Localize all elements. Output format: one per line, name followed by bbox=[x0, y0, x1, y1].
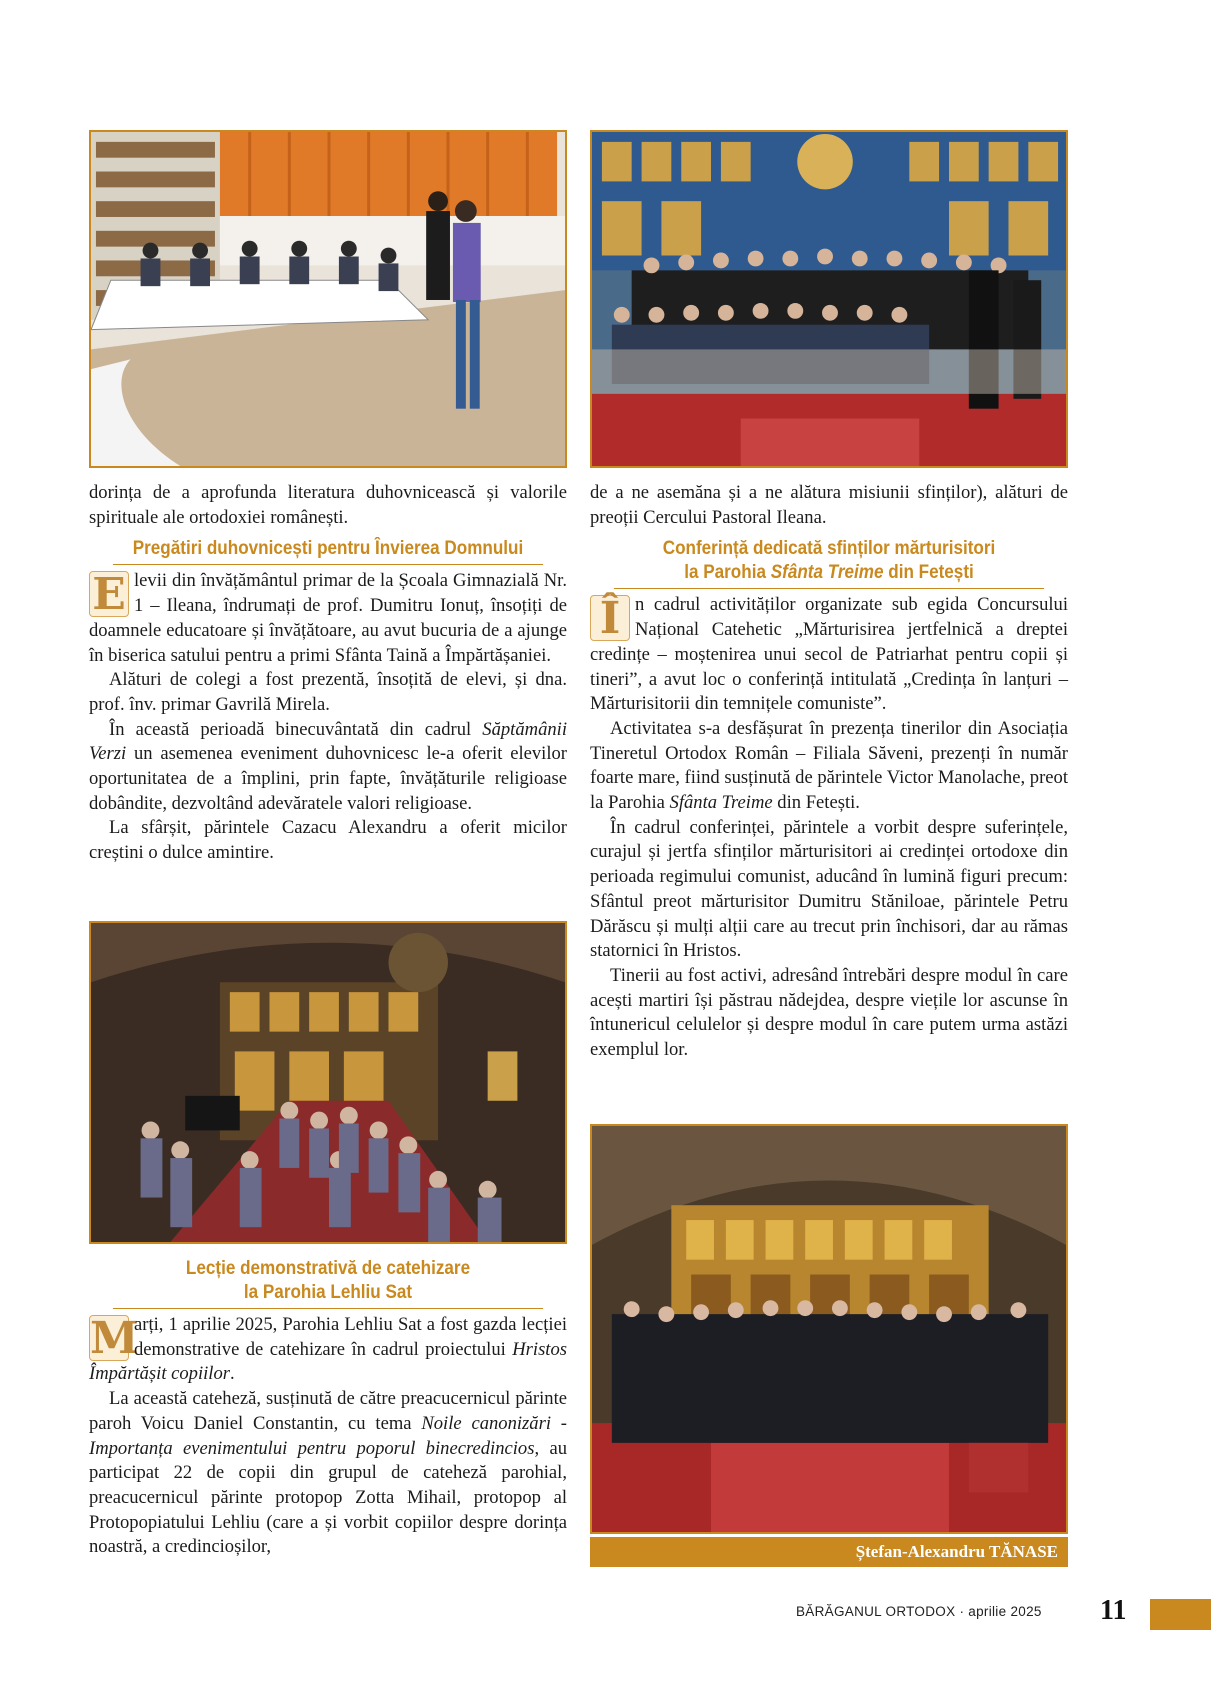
photo-credit: Ștefan-Alexandru TĂNASE bbox=[590, 1537, 1068, 1567]
article-paragraph: M arți, 1 aprilie 2025, Parohia Lehliu Sat a fost gazda lecției demonstrative de catehizare în cadrul proiectului Hristos Împărtășit copiilor. bbox=[89, 1313, 567, 1385]
article-heading-pregatiri: Pregătiri duhovnicești pentru Învierea Domnului bbox=[113, 537, 543, 565]
right-column-top bbox=[590, 481, 1068, 1063]
article-paragraph: Activitatea s-a desfășurat în prezența tinerilor din Asociația Tineretul Ortodox Român – Filiala Săveni, prezenți în număr foarte mare, fiind susținută de părintele Victor Manolache, preot la Parohia Sfânta Treime din Fetești. bbox=[590, 717, 1068, 814]
drop-cap: Î bbox=[590, 595, 630, 641]
photo-church-group bbox=[590, 130, 1068, 468]
photo-classroom bbox=[89, 130, 567, 468]
article-paragraph: Î n cadrul activităților organizate sub egida Concursului Național Catehetic „Mărturisirea jertfelnică a dreptei credințe – moștenirea unui secol de Patriarhat pentru copii și tineri”, a avut loc o conferință intitulată „Credința în lanțuri – Mărturisitorii din temnițele comuniste”. bbox=[590, 593, 1068, 715]
right-intro-text: de a ne asemăna și a ne alătura misiunii sfinților), alături de preoții Cercului Pastoral Ileana. bbox=[590, 482, 1068, 528]
publication-footer: BĂRĂGANUL ORTODOX · aprilie 2025 bbox=[796, 1604, 1042, 1619]
article-heading-conferinta: Conferință dedicată sfinților mărturisitori la Parohia Sfânta Treime din Fetești bbox=[614, 537, 1044, 589]
article-paragraph: E levii din învățământul primar de la Școala Gimnazială Nr. 1 – Ileana, îndrumați de prof. Dumitru Ionuț, însoțiți de doamnele educatoare și învățătoare, au avut bucuria de a ajunge în biserica satului pentru a primi Sfânta Taină a Împărtășaniei. bbox=[89, 569, 567, 666]
article-heading-lectie: Lecție demonstrativă de catehizare la Parohia Lehliu Sat bbox=[113, 1257, 543, 1309]
article-paragraph: Alături de colegi a fost prezentă, însoțită de elevi, și dna. prof. înv. primar Gavrilă Mirela. bbox=[89, 669, 567, 715]
left-column-top bbox=[89, 481, 567, 866]
page-number: 11 bbox=[1100, 1595, 1127, 1626]
footer-accent-bar bbox=[1150, 1599, 1211, 1630]
photo-church-children bbox=[89, 921, 567, 1244]
drop-cap: E bbox=[89, 571, 129, 617]
article-paragraph: În cadrul conferinței, părintele a vorbit despre suferințele, curajul și jertfa sfinților mărturisitori ai credinței ortodoxe din perioada regimului comunist, aducând în lumină figuri precum: Sfântul preot mărturisitor Dumitru Stăniloae, părintele Petru Dărăscu și mulți alții care au trecut prin închisori, dar au rămas statornici în Hristos. bbox=[590, 816, 1068, 962]
left-column-bottom bbox=[89, 1257, 567, 1560]
left-intro-text: dorința de a aprofunda literatura duhovnicească și valorile spirituale ale ortodoxiei românești. bbox=[89, 482, 567, 528]
drop-cap: M bbox=[90, 1313, 139, 1364]
article-paragraph: Tinerii au fost activi, adresând întrebări despre modul în care acești martiri își păstrau nădejdea, despre viețile lor ascunse în întunericul celulelor și despre modul în care putem urma astăzi exemplul lor. bbox=[590, 964, 1068, 1061]
article-paragraph: La această cateheză, susținută de către preacucernicul părinte paroh Voicu Daniel Constantin, cu tema Noile canonizări - Importanța evenimentului pentru poporul binecredincios, au participat 22 de copii din grupul de cateheză parohial, preacucernicul părinte protopop Zotta Mihail, protopop al Protopopiatului Lehliu (care a și vorbit copiilor despre dorința noastră, a credincioșilor, bbox=[89, 1388, 567, 1558]
photo-iconostasis-group bbox=[590, 1124, 1068, 1534]
article-paragraph: La sfârșit, părintele Cazacu Alexandru a oferit micilor creștini o dulce amintire. bbox=[89, 817, 567, 864]
article-paragraph: În această perioadă binecuvântată din cadrul Săptămânii Verzi un asemenea eveniment duhovnicesc le-a oferit elevilor oportunitatea de a împlini, prin fapte, învățăturile religioase dobândite, dezvoltând adevăratele valori religioase. bbox=[89, 718, 567, 814]
